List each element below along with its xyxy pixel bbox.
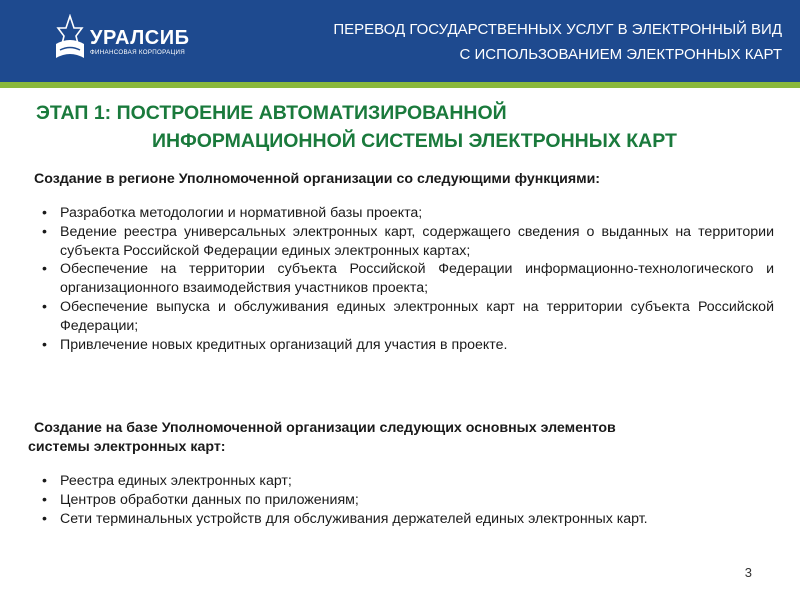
list-item: • Обеспечение выпуска и обслуживания единых электронных карт на территории субъекта Российской Федерации; <box>40 298 774 336</box>
section2-heading-line-2: системы электронных карт: <box>28 439 226 455</box>
brand-tagline: ФИНАНСОВАЯ КОРПОРАЦИЯ <box>90 49 185 56</box>
stage-title-line-1: ЭТАП 1: ПОСТРОЕНИЕ АВТОМАТИЗИРОВАННОЙ <box>36 102 507 124</box>
header-title-line-2: С ИСПОЛЬЗОВАНИЕМ ЭЛЕКТРОННЫХ КАРТ <box>459 46 782 63</box>
list-item: • Привлечение новых кредитных организаций для участия в проекте. <box>40 336 774 355</box>
section2-list <box>40 472 774 528</box>
header-bar <box>0 0 800 82</box>
page-number: 3 <box>744 565 752 580</box>
section2-heading <box>28 419 774 457</box>
header-accent-stripe <box>0 82 800 88</box>
list-item: • Ведение реестра универсальных электронных карт, содержащего сведения о выданных на территории субъекта Российской Федерации единых электронных картах; <box>40 223 774 261</box>
section2-heading-line-1: Создание на базе Уполномоченной организации следующих основных элементов <box>34 420 616 436</box>
brand-name: УРАЛСИБ <box>90 27 190 49</box>
uralsib-emblem-icon <box>52 14 88 64</box>
list-item: • Сети терминальных устройств для обслуживания держателей единых электронных карт. <box>40 510 774 529</box>
section1-list <box>40 204 774 354</box>
section1-heading: Создание в регионе Уполномоченной организации со следующими функциями: <box>34 171 601 187</box>
stage-title-line-2: ИНФОРМАЦИОННОЙ СИСТЕМЫ ЭЛЕКТРОННЫХ КАРТ <box>152 130 677 152</box>
list-item: • Центров обработки данных по приложениям; <box>40 491 774 510</box>
list-item: • Разработка методологии и нормативной базы проекта; <box>40 204 774 223</box>
uralsib-logo <box>52 14 202 64</box>
list-item: • Реестра единых электронных карт; <box>40 472 774 491</box>
header-title-line-1: ПЕРЕВОД ГОСУДАРСТВЕННЫХ УСЛУГ В ЭЛЕКТРОННЫЙ ВИД <box>333 21 782 38</box>
list-item: • Обеспечение на территории субъекта Российской Федерации информационно-технологического и организационного взаимодействия участников проекта; <box>40 260 774 298</box>
